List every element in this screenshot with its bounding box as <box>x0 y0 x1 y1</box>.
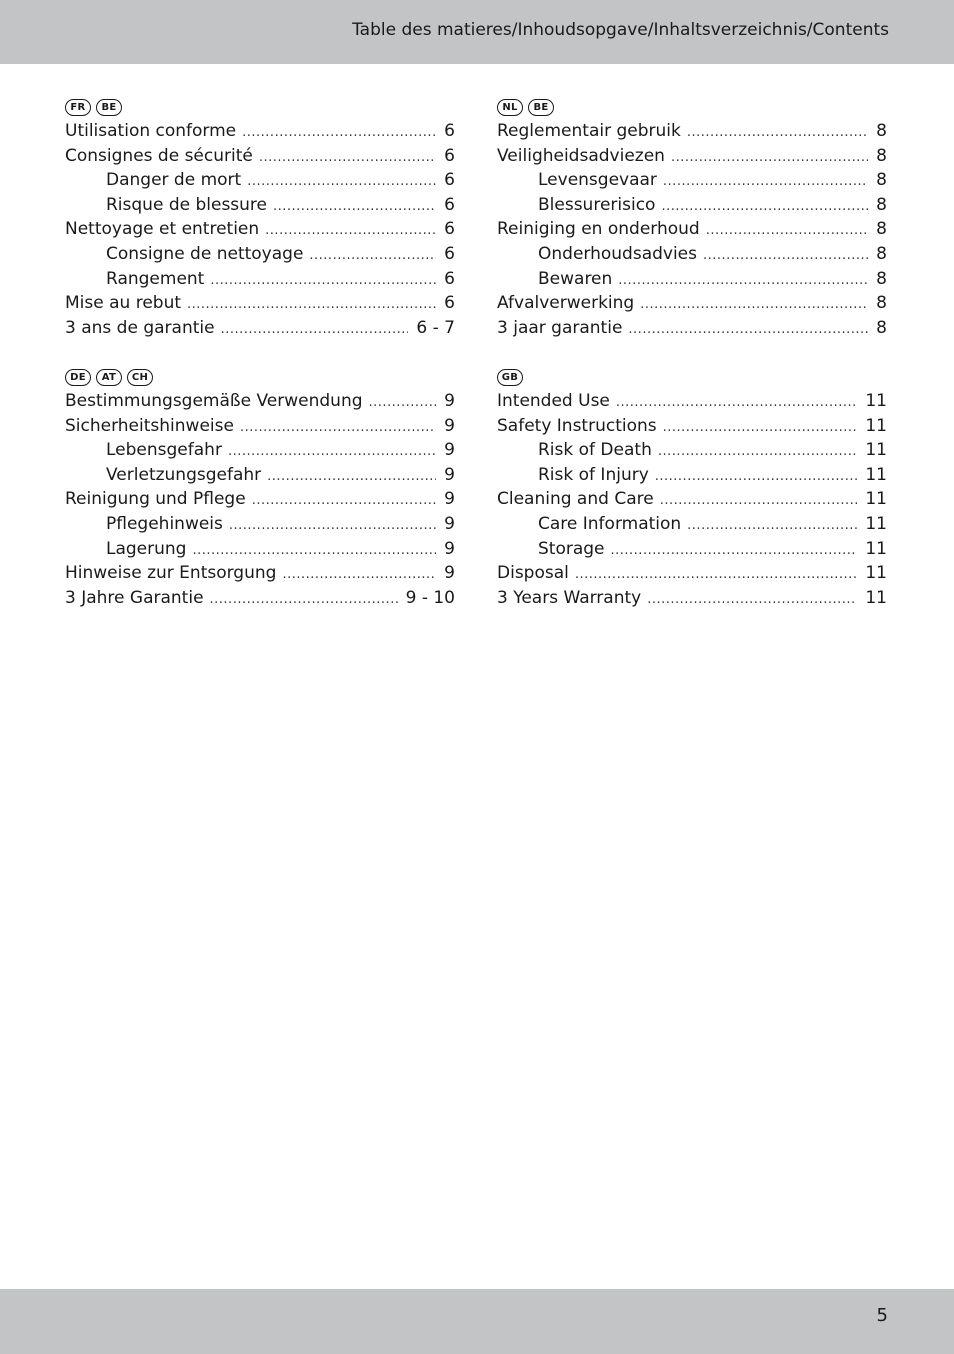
toc-entry-label: Cleaning and Care <box>497 489 654 510</box>
toc-entry-page: 8 <box>876 219 887 240</box>
dot-leader <box>706 219 868 244</box>
toc-entry-page: 6 <box>444 145 455 166</box>
toc-entry-page: 8 <box>876 145 887 166</box>
toc-entry[interactable] <box>497 291 887 316</box>
dot-leader <box>210 588 398 613</box>
language-badge-ch: CH <box>127 369 153 386</box>
toc-entry-label: Bestimmungsgemäße Verwendung <box>65 391 363 411</box>
toc-section-de <box>65 365 455 610</box>
toc-entry[interactable] <box>65 487 455 512</box>
dot-leader <box>640 293 868 318</box>
toc-entry-page: 11 <box>865 415 887 436</box>
toc-entry-label: Safety Instructions <box>497 415 657 436</box>
toc-entry[interactable] <box>497 389 887 414</box>
toc-entry-label: Consigne de nettoyage <box>106 243 304 264</box>
dot-leader <box>247 170 436 195</box>
toc-entry-page: 11 <box>865 538 887 559</box>
toc-subentry[interactable] <box>497 242 887 267</box>
toc-entry-page: 8 <box>876 243 887 264</box>
dot-leader <box>655 465 858 490</box>
toc-subentry[interactable] <box>497 267 887 292</box>
dot-leader <box>242 121 436 146</box>
dot-leader <box>240 416 436 441</box>
toc-entry-label: Veiligheidsadviezen <box>497 145 665 166</box>
toc-entry-page: 6 <box>444 121 455 141</box>
toc-entry[interactable] <box>497 561 887 586</box>
toc-subentry[interactable] <box>65 512 455 537</box>
toc-entry[interactable] <box>497 217 887 242</box>
toc-entry-label: Reiniging en onderhoud <box>497 219 700 240</box>
toc-entry-page: 8 <box>876 194 887 215</box>
toc-entry-label: Bewaren <box>538 268 613 289</box>
dot-leader <box>267 465 436 490</box>
dot-leader <box>309 244 436 269</box>
toc-entry[interactable] <box>65 316 455 341</box>
toc-subentry[interactable] <box>497 438 887 463</box>
toc-entry-label: Sicherheitshinweise <box>65 415 234 436</box>
toc-subentry[interactable] <box>65 438 455 463</box>
toc-entry-label: Mise au rebut <box>65 293 182 314</box>
language-badges <box>497 365 887 389</box>
toc-entry-label: Lebensgefahr <box>106 440 222 461</box>
toc-entry-page: 6 <box>444 194 455 215</box>
language-badge-be: BE <box>96 99 122 116</box>
toc-entry-page: 9 <box>444 415 455 436</box>
toc-entry[interactable] <box>497 119 887 144</box>
dot-leader <box>192 539 436 564</box>
language-badge-fr: FR <box>65 99 91 116</box>
toc-subentry[interactable] <box>497 537 887 562</box>
toc-entry-label: Storage <box>538 538 605 559</box>
toc-entry-label: Hinweise zur Entsorgung <box>65 563 277 584</box>
toc-entry-label: 3 Years Warranty <box>497 587 642 608</box>
dot-leader <box>663 416 858 441</box>
toc-entry[interactable] <box>65 144 455 169</box>
toc-entry[interactable] <box>65 291 455 316</box>
dot-leader <box>687 121 868 146</box>
toc-entry-label: Blessurerisico <box>538 194 656 215</box>
toc-entry[interactable] <box>497 586 887 611</box>
toc-entry-page: 6 <box>444 293 455 314</box>
toc-entry-page: 9 <box>444 538 455 559</box>
dot-leader <box>273 195 436 220</box>
language-badges <box>65 95 455 119</box>
toc-entry-page: 9 <box>444 391 455 411</box>
toc-entry-label: Verletzungsgefahr <box>106 464 262 485</box>
toc-entry-page: 8 <box>876 121 887 141</box>
language-badge-de: DE <box>65 369 91 386</box>
toc-entry-page: 11 <box>865 489 887 510</box>
toc-subentry[interactable] <box>497 193 887 218</box>
toc-entry[interactable] <box>65 217 455 242</box>
toc-entry-label: Levensgevaar <box>538 170 657 191</box>
toc-entry-label: Lagerung <box>106 538 187 559</box>
dot-leader <box>703 244 868 269</box>
toc-entry-page: 9 <box>444 489 455 510</box>
toc-entry-page: 6 <box>444 219 455 240</box>
toc-entry-label: Risque de blessure <box>106 194 268 215</box>
toc-entry[interactable] <box>497 414 887 439</box>
toc-entry-label: Risk of Injury <box>538 464 649 485</box>
toc-subentry[interactable] <box>497 512 887 537</box>
toc-entry-label: 3 jaar garantie <box>497 317 623 338</box>
toc-entry-label: 3 Jahre Garantie <box>65 587 204 608</box>
toc-entry-page: 8 <box>876 170 887 191</box>
toc-entry-page: 11 <box>865 464 887 485</box>
toc-entry-page: 9 <box>444 563 455 584</box>
toc-entry-label: 3 ans de garantie <box>65 317 215 338</box>
toc-subentry[interactable] <box>65 193 455 218</box>
toc-entry-page: 6 <box>444 268 455 289</box>
toc-entry-page: 8 <box>876 317 887 338</box>
toc-section-gb <box>497 365 887 610</box>
toc-subentry[interactable] <box>65 463 455 488</box>
toc-subentry[interactable] <box>497 463 887 488</box>
language-badge-be: BE <box>528 99 554 116</box>
dot-leader <box>228 440 436 465</box>
dot-leader <box>229 514 436 539</box>
dot-leader <box>647 588 857 613</box>
toc-subentry[interactable] <box>65 242 455 267</box>
toc-entry-page: 8 <box>876 268 887 289</box>
dot-leader <box>187 293 436 318</box>
language-badges <box>497 95 887 119</box>
toc-entry-page: 11 <box>865 391 887 411</box>
dot-leader <box>671 146 868 171</box>
toc-subentry[interactable] <box>65 267 455 292</box>
dot-leader <box>628 318 868 343</box>
toc-entry-page: 11 <box>865 563 887 584</box>
dot-leader <box>259 146 436 171</box>
toc-entry-page: 6 <box>444 170 455 191</box>
dot-leader <box>687 514 857 539</box>
toc-entry[interactable] <box>497 144 887 169</box>
dot-leader <box>221 318 409 343</box>
toc-entry[interactable] <box>65 389 455 414</box>
toc-entry-label: Consignes de sécurité <box>65 145 253 166</box>
toc-subentry[interactable] <box>497 168 887 193</box>
toc-entry-label: Afvalverwerking <box>497 293 635 314</box>
toc-entry-page: 9 <box>444 464 455 485</box>
dot-leader <box>369 391 437 416</box>
language-badge-at: AT <box>96 369 122 386</box>
dot-leader <box>282 563 436 588</box>
toc-entry-label: Reglementair gebruik <box>497 121 681 141</box>
toc-entry-label: Risk of Death <box>538 440 652 461</box>
language-badges <box>65 365 455 389</box>
toc-entry-label: Rangement <box>106 268 205 289</box>
toc-entry-label: Reinigung und Pflege <box>65 489 246 510</box>
toc-entry-page: 11 <box>865 587 887 608</box>
toc-entry-label: Nettoyage et entretien <box>65 219 260 240</box>
toc-entry-page: 6 <box>444 243 455 264</box>
toc-entry-page: 8 <box>876 293 887 314</box>
toc-entry-page: 11 <box>865 513 887 534</box>
dot-leader <box>660 489 858 514</box>
toc-entry-label: Care Information <box>538 513 682 534</box>
toc-entry-page: 11 <box>865 440 887 461</box>
toc-entry-page: 6 - 7 <box>416 317 455 338</box>
dot-leader <box>265 219 436 244</box>
dot-leader <box>611 539 858 564</box>
page-number: 5 <box>876 1305 888 1326</box>
dot-leader <box>661 195 868 220</box>
dot-leader <box>663 170 868 195</box>
toc-entry-page: 9 <box>444 513 455 534</box>
toc-entry[interactable] <box>497 316 887 341</box>
toc-entry-page: 9 - 10 <box>405 587 455 608</box>
dot-leader <box>252 489 436 514</box>
footer-bar <box>0 1289 954 1354</box>
dot-leader <box>575 563 857 588</box>
dot-leader <box>616 391 857 416</box>
toc-entry-label: Utilisation conforme <box>65 121 237 141</box>
toc-entry[interactable] <box>497 487 887 512</box>
page-title: Table des matieres/Inhoudsopgave/Inhaltsverzeichnis/Contents <box>352 20 889 40</box>
header-bar <box>0 0 954 64</box>
toc-section-fr <box>65 95 455 340</box>
toc-section-nl <box>497 95 887 340</box>
dot-leader <box>210 269 436 294</box>
toc-entry[interactable] <box>65 414 455 439</box>
toc-subentry[interactable] <box>65 168 455 193</box>
dot-leader <box>618 269 868 294</box>
toc-entry-label: Disposal <box>497 563 569 584</box>
toc-entry-page: 9 <box>444 440 455 461</box>
toc-entry[interactable] <box>65 119 455 144</box>
toc-entry[interactable] <box>65 586 455 611</box>
toc-entry-label: Onderhoudsadvies <box>538 243 698 264</box>
language-badge-nl: NL <box>497 99 523 116</box>
toc-entry-label: Pflegehinweis <box>106 513 223 534</box>
toc-entry-label: Danger de mort <box>106 170 242 191</box>
dot-leader <box>658 440 858 465</box>
toc-entry-label: Intended Use <box>497 391 610 411</box>
toc-entry[interactable] <box>65 561 455 586</box>
toc-subentry[interactable] <box>65 537 455 562</box>
language-badge-gb: GB <box>497 369 523 386</box>
